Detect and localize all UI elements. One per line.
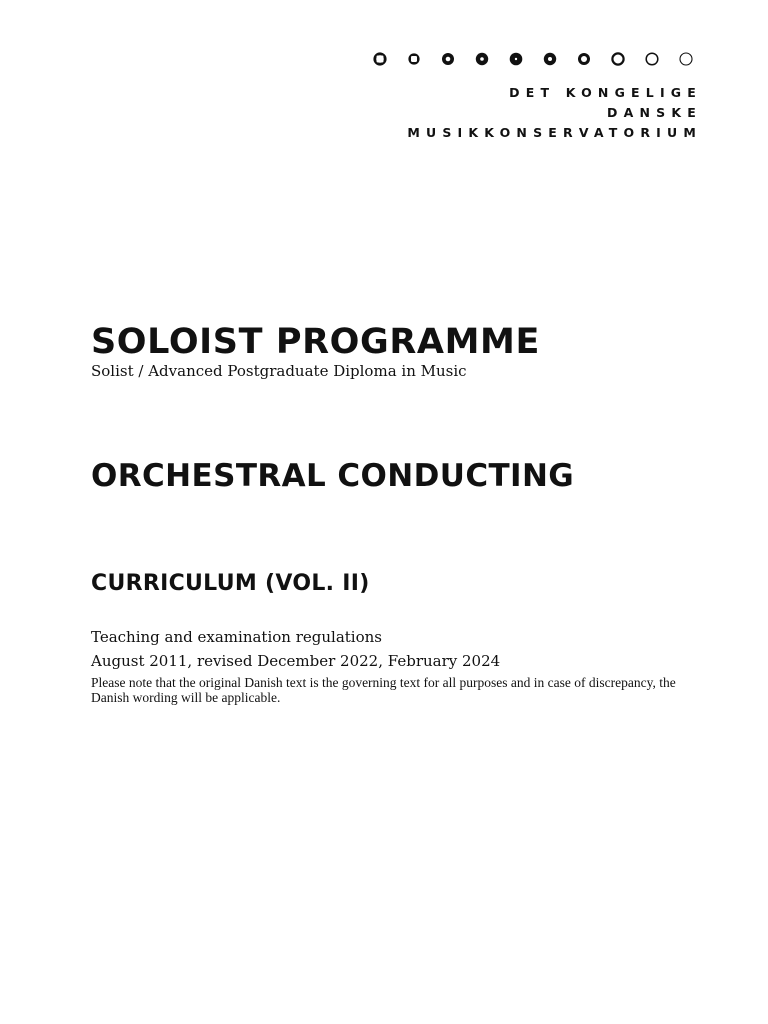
regulations-line: Teaching and examination regulations <box>91 628 382 646</box>
logo-dot-9 <box>646 53 658 65</box>
language-note: Please note that the original Danish text is the governing text for all purposes and in case of discrepancy, the Danish wording will be applicable. <box>91 675 676 705</box>
logo-dot-8 <box>612 53 623 64</box>
logo-dot-6-hole <box>548 57 552 61</box>
programme-subtitle: Solist / Advanced Postgraduate Diploma in Music <box>91 362 467 380</box>
logo-line-2: DANSKE <box>607 105 702 120</box>
programme-title: SOLOIST PROGRAMME <box>91 322 540 362</box>
dot-sequence-logo-icon <box>372 51 696 67</box>
logo-dot-5-hole <box>515 58 517 60</box>
logo-line-3: MUSIKKONSERVATORIUM <box>407 125 702 140</box>
logo-dot-2-hole <box>411 56 417 62</box>
discipline-title: ORCHESTRAL CONDUCTING <box>91 458 575 494</box>
logo-dot-4-hole <box>480 57 484 61</box>
logo-dot-3-hole <box>446 57 451 62</box>
curriculum-title: CURRICULUM (VOL. II) <box>91 571 370 596</box>
logo-line-1: DET KONGELIGE <box>509 85 702 100</box>
logo-dot-7-hole <box>581 56 587 62</box>
revision-dates: August 2011, revised December 2022, February 2024 <box>91 652 501 670</box>
logo-dot-10 <box>680 53 692 65</box>
logo-dot-1-square <box>377 56 384 63</box>
institution-logo-text <box>407 83 702 143</box>
